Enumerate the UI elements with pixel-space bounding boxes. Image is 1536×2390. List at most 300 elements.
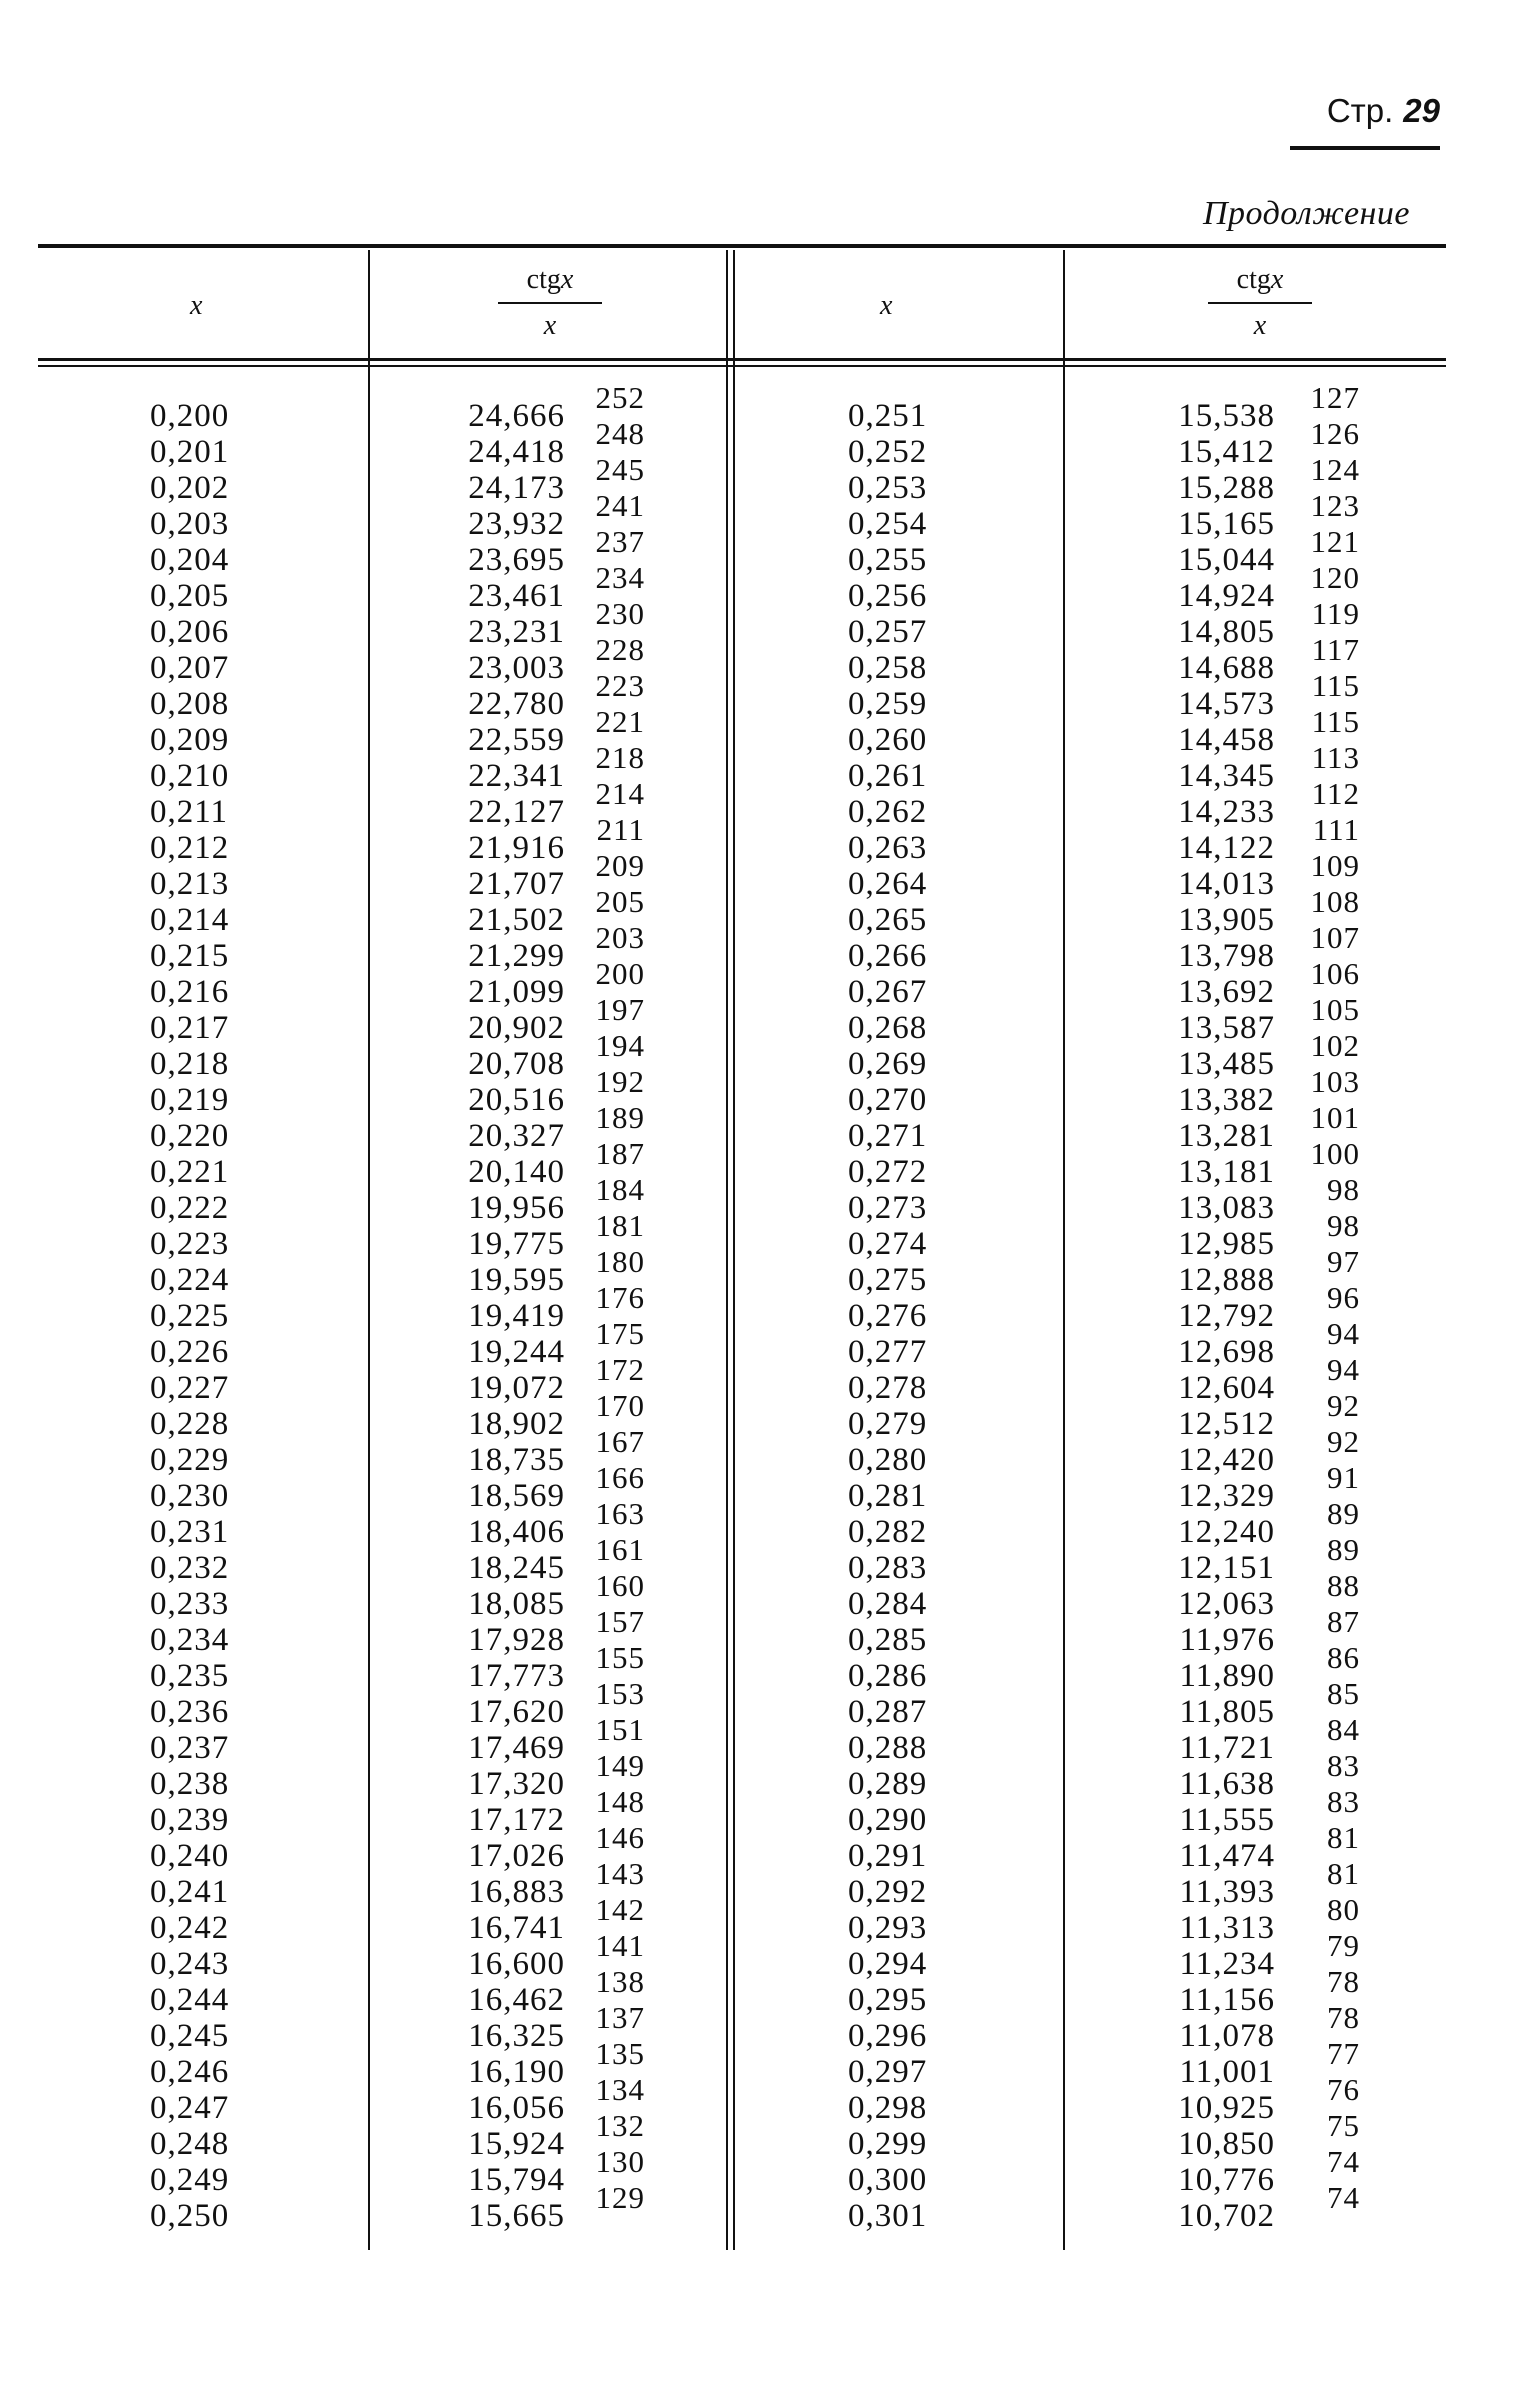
table-cell: 17,928 xyxy=(468,1622,565,1658)
table-cell: 0,272 xyxy=(848,1154,928,1190)
table-cell: 0,210 xyxy=(150,758,230,794)
table-cell: 123 xyxy=(1310,488,1360,523)
table-cell: 0,224 xyxy=(150,1262,230,1298)
table-cell: 180 xyxy=(595,1244,645,1279)
table-cell: 0,270 xyxy=(848,1082,928,1118)
table-cell: 0,262 xyxy=(848,794,928,830)
table-cell: 16,462 xyxy=(468,1982,565,2018)
table-cell: 0,243 xyxy=(150,1946,230,1982)
table-cell: 0,263 xyxy=(848,830,928,866)
table-cell: 10,776 xyxy=(1178,2162,1275,2198)
table-cell: 167 xyxy=(595,1424,645,1459)
table-cell: 24,173 xyxy=(468,470,565,506)
table-cell: 0,233 xyxy=(150,1586,230,1622)
table-cell: 134 xyxy=(595,2072,645,2107)
table-cell: 0,200 xyxy=(150,398,230,434)
ctg-numerator xyxy=(1200,264,1320,296)
table-cell: 155 xyxy=(595,1640,645,1675)
table-cell: 0,230 xyxy=(150,1478,230,1514)
table-cell: 15,924 xyxy=(468,2126,565,2162)
column-divider-2b xyxy=(733,250,735,2250)
table-cell: 0,281 xyxy=(848,1478,928,1514)
table-cell: 0,256 xyxy=(848,578,928,614)
table-cell: 138 xyxy=(595,1964,645,1999)
table-cell: 0,289 xyxy=(848,1766,928,1802)
table-cell: 24,666 xyxy=(468,398,565,434)
table-cell: 0,291 xyxy=(848,1838,928,1874)
table-cell: 12,240 xyxy=(1178,1514,1275,1550)
table-cell: 205 xyxy=(595,884,645,919)
table-cell: 237 xyxy=(595,524,645,559)
fraction-bar xyxy=(498,302,602,304)
table-cell: 127 xyxy=(1310,380,1360,415)
table-cell: 0,231 xyxy=(150,1514,230,1550)
table-cell: 146 xyxy=(595,1820,645,1855)
table-cell: 14,805 xyxy=(1178,614,1275,650)
header-ctg-left xyxy=(490,264,610,342)
table-cell: 20,902 xyxy=(468,1010,565,1046)
table-cell: 0,249 xyxy=(150,2162,230,2198)
table-cell: 10,925 xyxy=(1178,2090,1275,2126)
table-cell: 0,244 xyxy=(150,1982,230,2018)
ctg-variable: x xyxy=(1270,264,1284,295)
table-cell: 248 xyxy=(595,416,645,451)
table-cell: 88 xyxy=(1327,1568,1360,1603)
table-cell: 112 xyxy=(1311,776,1360,811)
table-cell: 18,245 xyxy=(468,1550,565,1586)
table-cell: 0,223 xyxy=(150,1226,230,1262)
table-cell: 209 xyxy=(595,848,645,883)
table-cell: 0,206 xyxy=(150,614,230,650)
table-cell: 102 xyxy=(1310,1028,1360,1063)
table-cell: 0,201 xyxy=(150,434,230,470)
table-cell: 23,461 xyxy=(468,578,565,614)
table-cell: 23,231 xyxy=(468,614,565,650)
table-cell: 0,252 xyxy=(848,434,928,470)
table-cell: 0,239 xyxy=(150,1802,230,1838)
table-cell: 15,165 xyxy=(1178,506,1275,542)
table-cell: 17,773 xyxy=(468,1658,565,1694)
table-cell: 0,265 xyxy=(848,902,928,938)
table-cell: 12,792 xyxy=(1178,1298,1275,1334)
table-cell: 83 xyxy=(1327,1784,1360,1819)
table-cell: 80 xyxy=(1327,1892,1360,1927)
table-cell: 21,502 xyxy=(468,902,565,938)
table-cell: 11,638 xyxy=(1179,1766,1275,1802)
table-cell: 166 xyxy=(595,1460,645,1495)
table-cell: 0,259 xyxy=(848,686,928,722)
table-cell: 101 xyxy=(1310,1100,1360,1135)
table-cell: 17,172 xyxy=(468,1802,565,1838)
left-ctg-column xyxy=(430,398,565,2234)
table-cell: 0,234 xyxy=(150,1622,230,1658)
table-cell: 18,406 xyxy=(468,1514,565,1550)
table-cell: 203 xyxy=(595,920,645,955)
table-cell: 0,266 xyxy=(848,938,928,974)
table-cell: 0,287 xyxy=(848,1694,928,1730)
table-cell: 0,248 xyxy=(150,2126,230,2162)
table-cell: 221 xyxy=(595,704,645,739)
header-ctg-right xyxy=(1200,264,1320,342)
table-cell: 12,888 xyxy=(1178,1262,1275,1298)
table-cell: 0,211 xyxy=(150,794,229,830)
table-cell: 92 xyxy=(1327,1388,1360,1423)
table-cell: 12,151 xyxy=(1178,1550,1275,1586)
table-cell: 16,325 xyxy=(468,2018,565,2054)
ctg-numerator xyxy=(490,264,610,296)
table-cell: 187 xyxy=(595,1136,645,1171)
table-cell: 100 xyxy=(1310,1136,1360,1171)
table-cell: 0,264 xyxy=(848,866,928,902)
table-cell: 16,741 xyxy=(468,1910,565,1946)
table-cell: 0,286 xyxy=(848,1658,928,1694)
table-cell: 0,212 xyxy=(150,830,230,866)
page-number-header xyxy=(1280,92,1440,130)
table-cell: 197 xyxy=(595,992,645,1027)
table-cell: 0,271 xyxy=(848,1118,928,1154)
table-cell: 78 xyxy=(1327,2000,1360,2035)
table-cell: 81 xyxy=(1327,1856,1360,1891)
table-top-rule xyxy=(38,244,1446,248)
table-cell: 14,573 xyxy=(1178,686,1275,722)
table-cell: 13,181 xyxy=(1178,1154,1275,1190)
ctg-label: ctg xyxy=(526,264,561,295)
table-cell: 86 xyxy=(1327,1640,1360,1675)
table-cell: 98 xyxy=(1327,1208,1360,1243)
table-cell: 17,320 xyxy=(468,1766,565,1802)
table-cell: 17,469 xyxy=(468,1730,565,1766)
table-cell: 14,122 xyxy=(1178,830,1275,866)
table-cell: 13,485 xyxy=(1178,1046,1275,1082)
table-cell: 0,215 xyxy=(150,938,230,974)
left-x-column xyxy=(150,398,229,2234)
table-cell: 11,001 xyxy=(1179,2054,1275,2090)
column-divider-3 xyxy=(1063,250,1065,2250)
table-cell: 129 xyxy=(595,2180,645,2215)
table-cell: 22,559 xyxy=(468,722,565,758)
table-cell: 241 xyxy=(595,488,645,523)
table-cell: 14,013 xyxy=(1178,866,1275,902)
continuation-label: Продолжение xyxy=(1202,195,1410,232)
table-cell: 11,805 xyxy=(1179,1694,1275,1730)
table-cell: 117 xyxy=(1311,632,1360,667)
table-cell: 0,229 xyxy=(150,1442,230,1478)
table-cell: 0,220 xyxy=(150,1118,230,1154)
table-cell: 13,798 xyxy=(1178,938,1275,974)
header-x-left: x xyxy=(190,290,203,321)
table-cell: 92 xyxy=(1327,1424,1360,1459)
table-cell: 184 xyxy=(595,1172,645,1207)
table-cell: 119 xyxy=(1311,596,1360,631)
table-cell: 78 xyxy=(1327,1964,1360,1999)
table-cell: 14,345 xyxy=(1178,758,1275,794)
column-divider-2a xyxy=(726,250,728,2250)
table-cell: 0,214 xyxy=(150,902,230,938)
table-cell: 0,241 xyxy=(150,1874,230,1910)
table-cell: 0,227 xyxy=(150,1370,230,1406)
table-cell: 130 xyxy=(595,2144,645,2179)
table-cell: 181 xyxy=(595,1208,645,1243)
table-cell: 11,474 xyxy=(1179,1838,1275,1874)
ctg-label: ctg xyxy=(1236,264,1271,295)
table-cell: 132 xyxy=(595,2108,645,2143)
table-cell: 115 xyxy=(1311,704,1360,739)
table-cell: 14,924 xyxy=(1178,578,1275,614)
table-cell: 0,275 xyxy=(848,1262,928,1298)
table-cell: 0,274 xyxy=(848,1226,928,1262)
table-cell: 0,238 xyxy=(150,1766,230,1802)
right-x-column xyxy=(848,398,927,2234)
table-cell: 161 xyxy=(595,1532,645,1567)
table-cell: 21,299 xyxy=(468,938,565,974)
table-cell: 103 xyxy=(1310,1064,1360,1099)
table-cell: 11,393 xyxy=(1179,1874,1275,1910)
table-cell: 11,721 xyxy=(1179,1730,1275,1766)
table-cell: 0,278 xyxy=(848,1370,928,1406)
table-cell: 0,261 xyxy=(848,758,928,794)
table-cell: 18,735 xyxy=(468,1442,565,1478)
table-cell: 0,260 xyxy=(848,722,928,758)
table-cell: 22,780 xyxy=(468,686,565,722)
table-cell: 0,237 xyxy=(150,1730,230,1766)
table-cell: 0,284 xyxy=(848,1586,928,1622)
table-cell: 0,242 xyxy=(150,1910,230,1946)
table-cell: 24,418 xyxy=(468,434,565,470)
table-cell: 21,916 xyxy=(468,830,565,866)
table-cell: 12,698 xyxy=(1178,1334,1275,1370)
table-cell: 15,044 xyxy=(1178,542,1275,578)
table-cell: 13,587 xyxy=(1178,1010,1275,1046)
table-cell: 97 xyxy=(1327,1244,1360,1279)
table-cell: 107 xyxy=(1310,920,1360,955)
header-x-right: x xyxy=(880,290,893,321)
table-cell: 10,702 xyxy=(1178,2198,1275,2234)
table-cell: 0,296 xyxy=(848,2018,928,2054)
table-cell: 0,290 xyxy=(848,1802,928,1838)
table-cell: 121 xyxy=(1310,524,1360,559)
table-cell: 19,956 xyxy=(468,1190,565,1226)
table-cell: 19,775 xyxy=(468,1226,565,1262)
table-cell: 13,905 xyxy=(1178,902,1275,938)
table-cell: 11,234 xyxy=(1179,1946,1275,1982)
table-cell: 189 xyxy=(595,1100,645,1135)
table-cell: 109 xyxy=(1310,848,1360,883)
table-cell: 0,268 xyxy=(848,1010,928,1046)
fraction-bar xyxy=(1208,302,1312,304)
table-cell: 22,341 xyxy=(468,758,565,794)
table-cell: 18,569 xyxy=(468,1478,565,1514)
table-cell: 223 xyxy=(595,668,645,703)
table-cell: 218 xyxy=(595,740,645,775)
header-underline xyxy=(1290,146,1440,150)
table-cell: 13,382 xyxy=(1178,1082,1275,1118)
table-cell: 20,327 xyxy=(468,1118,565,1154)
table-cell: 76 xyxy=(1327,2072,1360,2107)
table-cell: 14,458 xyxy=(1178,722,1275,758)
table-cell: 13,281 xyxy=(1178,1118,1275,1154)
table-cell: 252 xyxy=(595,380,645,415)
table-cell: 18,902 xyxy=(468,1406,565,1442)
table-cell: 0,285 xyxy=(848,1622,928,1658)
table-cell: 0,225 xyxy=(150,1298,230,1334)
table-cell: 21,707 xyxy=(468,866,565,902)
table-cell: 12,329 xyxy=(1178,1478,1275,1514)
ctg-denominator: x xyxy=(543,310,557,341)
table-cell: 228 xyxy=(595,632,645,667)
page-number: 29 xyxy=(1403,92,1440,129)
table-cell: 137 xyxy=(595,2000,645,2035)
table-cell: 12,512 xyxy=(1178,1406,1275,1442)
table-cell: 0,216 xyxy=(150,974,230,1010)
table-cell: 172 xyxy=(595,1352,645,1387)
table-cell: 194 xyxy=(595,1028,645,1063)
table-cell: 12,063 xyxy=(1178,1586,1275,1622)
table-cell: 113 xyxy=(1311,740,1360,775)
header-bottom-rule-2 xyxy=(38,365,1446,367)
table-cell: 0,269 xyxy=(848,1046,928,1082)
table-cell: 16,883 xyxy=(468,1874,565,1910)
table-cell: 77 xyxy=(1327,2036,1360,2071)
table-cell: 15,794 xyxy=(468,2162,565,2198)
table-cell: 74 xyxy=(1327,2144,1360,2179)
table-cell: 79 xyxy=(1327,1928,1360,1963)
page-prefix: Стр. xyxy=(1326,92,1394,129)
table-cell: 124 xyxy=(1310,452,1360,487)
table-cell: 0,277 xyxy=(848,1334,928,1370)
table-cell: 75 xyxy=(1327,2108,1360,2143)
table-cell: 175 xyxy=(595,1316,645,1351)
table-cell: 12,420 xyxy=(1178,1442,1275,1478)
table-cell: 0,208 xyxy=(150,686,230,722)
table-cell: 143 xyxy=(595,1856,645,1891)
table-cell: 0,300 xyxy=(848,2162,928,2198)
table-cell: 0,219 xyxy=(150,1082,230,1118)
table-cell: 108 xyxy=(1310,884,1360,919)
table-cell: 13,083 xyxy=(1178,1190,1275,1226)
column-divider-1 xyxy=(368,250,370,2250)
table-cell: 14,688 xyxy=(1178,650,1275,686)
table-cell: 89 xyxy=(1327,1496,1360,1531)
table-cell: 19,244 xyxy=(468,1334,565,1370)
table-cell: 0,273 xyxy=(848,1190,928,1226)
table-cell: 0,293 xyxy=(848,1910,928,1946)
table-cell: 0,298 xyxy=(848,2090,928,2126)
table-cell: 126 xyxy=(1310,416,1360,451)
table-cell: 0,295 xyxy=(848,1982,928,2018)
table-cell: 0,218 xyxy=(150,1046,230,1082)
table-cell: 18,085 xyxy=(468,1586,565,1622)
table-cell: 151 xyxy=(595,1712,645,1747)
table-cell: 20,140 xyxy=(468,1154,565,1190)
table-cell: 19,595 xyxy=(468,1262,565,1298)
table-cell: 120 xyxy=(1310,560,1360,595)
table-cell: 96 xyxy=(1327,1280,1360,1315)
table-cell: 230 xyxy=(595,596,645,631)
table-cell: 19,072 xyxy=(468,1370,565,1406)
table-cell: 23,695 xyxy=(468,542,565,578)
table-cell: 0,217 xyxy=(150,1010,230,1046)
table-cell: 94 xyxy=(1327,1352,1360,1387)
table-cell: 0,228 xyxy=(150,1406,230,1442)
table-cell: 149 xyxy=(595,1748,645,1783)
table-cell: 15,538 xyxy=(1178,398,1275,434)
table-cell: 11,313 xyxy=(1179,1910,1275,1946)
table-cell: 0,251 xyxy=(848,398,928,434)
right-difference-column xyxy=(1300,380,1360,2216)
table-cell: 0,221 xyxy=(150,1154,230,1190)
table-cell: 15,288 xyxy=(1178,470,1275,506)
table-cell: 211 xyxy=(596,812,645,847)
table-cell: 153 xyxy=(595,1676,645,1711)
table-cell: 85 xyxy=(1327,1676,1360,1711)
table-cell: 91 xyxy=(1327,1460,1360,1495)
table-cell: 0,257 xyxy=(848,614,928,650)
table-cell: 105 xyxy=(1310,992,1360,1027)
table-cell: 115 xyxy=(1311,668,1360,703)
table-cell: 0,258 xyxy=(848,650,928,686)
table-cell: 17,620 xyxy=(468,1694,565,1730)
table-cell: 0,207 xyxy=(150,650,230,686)
table-cell: 160 xyxy=(595,1568,645,1603)
table-cell: 23,932 xyxy=(468,506,565,542)
table-cell: 74 xyxy=(1327,2180,1360,2215)
table-cell: 0,232 xyxy=(150,1550,230,1586)
table-cell: 84 xyxy=(1327,1712,1360,1747)
table-cell: 200 xyxy=(595,956,645,991)
table-cell: 0,297 xyxy=(848,2054,928,2090)
table-cell: 0,202 xyxy=(150,470,230,506)
table-cell: 170 xyxy=(595,1388,645,1423)
table-cell: 0,288 xyxy=(848,1730,928,1766)
table-cell: 98 xyxy=(1327,1172,1360,1207)
table-cell: 0,222 xyxy=(150,1190,230,1226)
table-cell: 234 xyxy=(595,560,645,595)
table-cell: 192 xyxy=(595,1064,645,1099)
table-cell: 0,282 xyxy=(848,1514,928,1550)
table-cell: 214 xyxy=(595,776,645,811)
table-cell: 94 xyxy=(1327,1316,1360,1351)
table-cell: 87 xyxy=(1327,1604,1360,1639)
table-cell: 0,301 xyxy=(848,2198,928,2234)
table-cell: 15,412 xyxy=(1178,434,1275,470)
table-cell: 141 xyxy=(595,1928,645,1963)
table-cell: 20,708 xyxy=(468,1046,565,1082)
table-cell: 0,283 xyxy=(848,1550,928,1586)
table-cell: 157 xyxy=(595,1604,645,1639)
table-cell: 89 xyxy=(1327,1532,1360,1567)
table-cell: 13,692 xyxy=(1178,974,1275,1010)
table-cell: 0,247 xyxy=(150,2090,230,2126)
left-difference-column xyxy=(585,380,645,2216)
table-cell: 0,267 xyxy=(848,974,928,1010)
table-cell: 0,240 xyxy=(150,1838,230,1874)
table-cell: 19,419 xyxy=(468,1298,565,1334)
right-ctg-column xyxy=(1140,398,1275,2234)
table-cell: 11,976 xyxy=(1179,1622,1275,1658)
table-cell: 0,254 xyxy=(848,506,928,542)
table-cell: 0,294 xyxy=(848,1946,928,1982)
table-cell: 0,280 xyxy=(848,1442,928,1478)
table-cell: 81 xyxy=(1327,1820,1360,1855)
table-cell: 142 xyxy=(595,1892,645,1927)
table-cell: 0,203 xyxy=(150,506,230,542)
table-cell: 0,235 xyxy=(150,1658,230,1694)
header-bottom-rule xyxy=(38,358,1446,361)
table-cell: 0,205 xyxy=(150,578,230,614)
table-cell: 11,555 xyxy=(1179,1802,1275,1838)
table-cell: 0,213 xyxy=(150,866,230,902)
table-cell: 11,890 xyxy=(1179,1658,1275,1694)
